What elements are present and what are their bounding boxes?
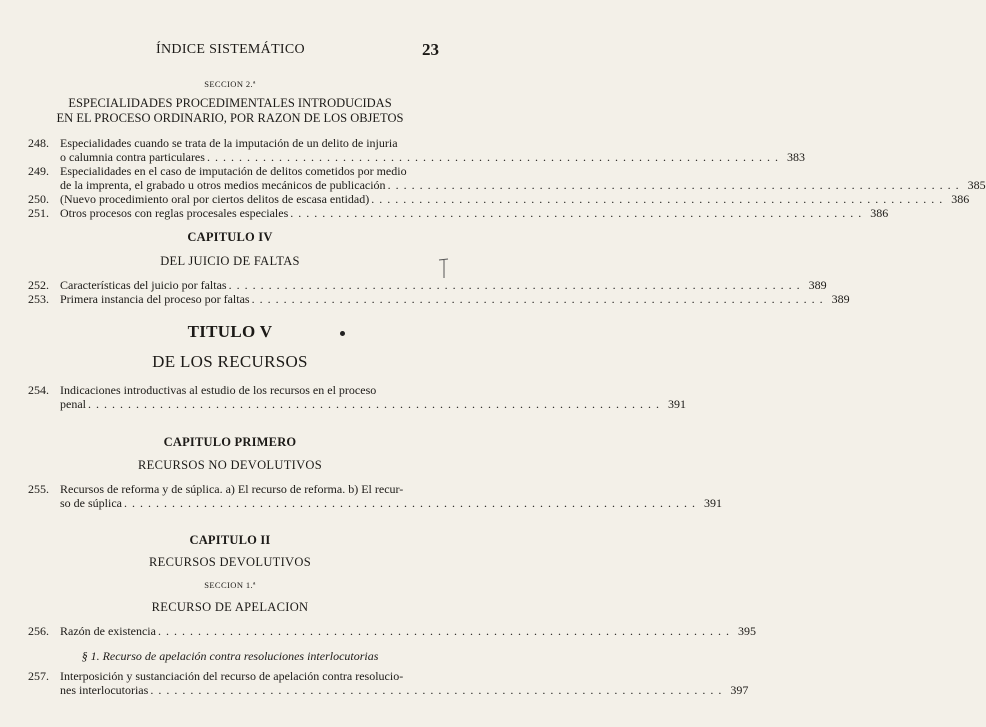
dot-leader bbox=[124, 496, 696, 510]
section-label: SECCION 1.ª bbox=[204, 580, 256, 590]
entry-page-number: 386 bbox=[951, 192, 970, 206]
section-title-line2: EN EL PROCESO ORDINARIO, POR RAZON DE LOS OBJETOS bbox=[56, 111, 404, 125]
dot-leader bbox=[158, 624, 730, 638]
dot-leader bbox=[252, 292, 824, 306]
dot-leader bbox=[290, 206, 862, 220]
entry-number: 254. bbox=[28, 383, 49, 397]
entry-text: Interposición y sustanciación del recurso de apelación contra resolucio- bbox=[60, 669, 404, 683]
dot-leader bbox=[88, 397, 660, 411]
title-heading: DE LOS RECURSOS bbox=[152, 352, 308, 371]
entry-line bbox=[60, 178, 986, 192]
section-title-line1: ESPECIALIDADES PROCEDIMENTALES INTRODUCIDAS bbox=[68, 96, 392, 110]
dot-leader bbox=[371, 192, 943, 206]
entry-page-number: 391 bbox=[668, 397, 686, 411]
entry-page-number: 391 bbox=[704, 496, 722, 510]
running-header bbox=[0, 40, 461, 60]
entry-line bbox=[60, 669, 440, 683]
entry-number: 251. bbox=[28, 206, 49, 220]
entry-text: (Nuevo procedimiento oral por ciertos delitos de escasa entidad) bbox=[60, 192, 370, 206]
entry-line bbox=[60, 206, 889, 220]
page-number: 23 bbox=[422, 40, 439, 59]
chapter-label: CAPITULO IV bbox=[187, 230, 273, 244]
entry-line bbox=[60, 397, 686, 411]
toc-entry bbox=[28, 192, 970, 206]
toc-entry bbox=[28, 624, 756, 638]
entry-number: 253. bbox=[28, 292, 49, 306]
entry-text: Razón de existencia bbox=[60, 624, 156, 638]
toc-entry bbox=[28, 292, 850, 306]
entry-page-number: 389 bbox=[831, 292, 850, 306]
entry-page-number: 383 bbox=[786, 150, 805, 164]
entry-page-number: 389 bbox=[808, 278, 827, 292]
entry-line bbox=[60, 164, 440, 178]
entry-number: 255. bbox=[28, 482, 49, 496]
ink-dot bbox=[340, 331, 345, 336]
entry-text: Especialidades cuando se trata de la imputación de un delito de injuria bbox=[60, 136, 398, 150]
pencil-mark bbox=[438, 258, 450, 280]
entry-number: 257. bbox=[28, 669, 49, 683]
entry-line bbox=[60, 624, 756, 638]
toc-entry bbox=[28, 482, 722, 510]
entry-line bbox=[60, 150, 805, 164]
entry-line bbox=[60, 136, 440, 150]
entry-page-number: 395 bbox=[737, 624, 756, 638]
entry-text: Otros procesos con reglas procesales especiales bbox=[60, 206, 289, 220]
entry-line bbox=[60, 278, 827, 292]
chapter-label: CAPITULO II bbox=[189, 533, 271, 547]
title-label: TITULO V bbox=[187, 322, 273, 341]
entry-line bbox=[60, 192, 970, 206]
section-title: RECURSO DE APELACION bbox=[151, 600, 309, 614]
entry-page-number: 385 bbox=[967, 178, 986, 192]
dot-leader bbox=[229, 278, 801, 292]
entry-number: 256. bbox=[28, 624, 49, 638]
entry-text: Recursos de reforma y de súplica. a) El recurso de reforma. b) El recur- bbox=[60, 482, 404, 496]
entry-text: de la imprenta, el grabado u otros medios mecánicos de publicación bbox=[60, 178, 386, 192]
entry-line bbox=[60, 683, 749, 697]
entry-number: 248. bbox=[28, 136, 49, 150]
chapter-label: CAPITULO PRIMERO bbox=[163, 435, 297, 449]
entry-line bbox=[60, 496, 722, 510]
entry-number: 250. bbox=[28, 192, 49, 206]
toc-entry bbox=[28, 383, 686, 411]
entry-text: Primera instancia del proceso por faltas bbox=[60, 292, 250, 306]
toc-entry bbox=[28, 669, 749, 697]
entry-text: Especialidades en el caso de imputación de delitos cometidos por medio bbox=[60, 164, 407, 178]
chapter-title: DEL JUICIO DE FALTAS bbox=[160, 254, 300, 268]
entry-line bbox=[60, 482, 440, 496]
header-title: ÍNDICE SISTEMÁTICO bbox=[156, 42, 305, 57]
subsection-title: § 1. Recurso de apelación contra resoluciones interlocutorias bbox=[81, 649, 379, 663]
entry-number: 252. bbox=[28, 278, 49, 292]
dot-leader bbox=[388, 178, 960, 192]
entry-text: nes interlocutorias bbox=[60, 683, 149, 697]
chapter-title: RECURSOS NO DEVOLUTIVOS bbox=[138, 458, 322, 472]
entry-text: o calumnia contra particulares bbox=[60, 150, 205, 164]
entry-text: Indicaciones introductivas al estudio de los recursos en el proceso bbox=[60, 383, 377, 397]
entry-number: 249. bbox=[28, 164, 49, 178]
toc-entry bbox=[28, 278, 827, 292]
dot-leader bbox=[207, 150, 779, 164]
chapter-title: RECURSOS DEVOLUTIVOS bbox=[149, 555, 311, 569]
section-label: SECCION 2.ª bbox=[204, 79, 256, 89]
toc-entry bbox=[28, 164, 986, 192]
entry-text: penal bbox=[60, 397, 86, 411]
toc-entry bbox=[28, 136, 805, 164]
entry-page-number: 386 bbox=[870, 206, 889, 220]
entry-line bbox=[60, 383, 440, 397]
toc-entry bbox=[28, 206, 889, 220]
entry-page-number: 397 bbox=[730, 683, 749, 697]
entry-line bbox=[60, 292, 850, 306]
dot-leader bbox=[150, 683, 722, 697]
entry-text: Características del juicio por faltas bbox=[60, 278, 227, 292]
entry-text: so de súplica bbox=[60, 496, 122, 510]
